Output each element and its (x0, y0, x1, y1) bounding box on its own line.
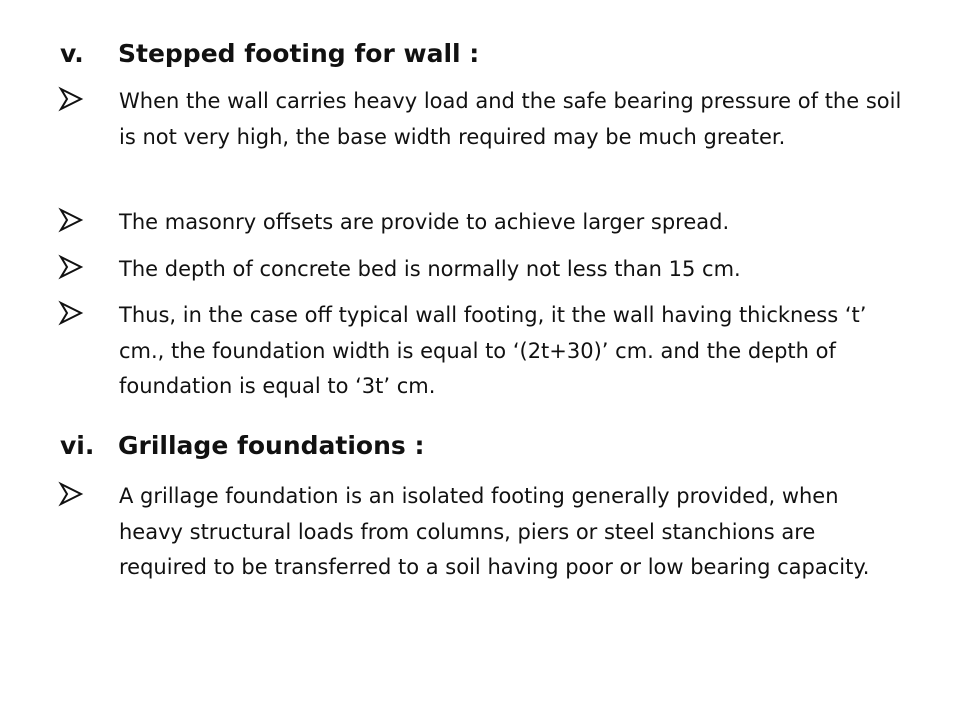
bullet-text: When the wall carries heavy load and the safe bearing pressure of the soil is not very high, the base width required may be much greater. (119, 89, 902, 149)
section-number: vi. (60, 431, 95, 460)
arrowhead-bullet-icon (58, 254, 84, 280)
bullet-text: Thus, in the case off typical wall footing, it the wall having thickness ‘t’ cm., the foundation width is equal to ‘(2t+30)’ cm. and the depth of foundation is equal to ‘3t’ cm. (119, 303, 867, 398)
bullet-text: A grillage foundation is an isolated footing generally provided, when heavy structural loads from columns, piers or steel stanchions are required to be transferred to a soil having poor or low bearing capacity. (119, 484, 870, 579)
section-title: Stepped footing for wall : (118, 39, 480, 68)
bullet-item (58, 252, 918, 288)
bullet-text: The masonry offsets are provide to achieve larger spread. (119, 210, 730, 234)
bullet-item (58, 205, 918, 241)
bullet-text: The depth of concrete bed is normally not less than 15 cm. (119, 257, 741, 281)
arrowhead-bullet-icon (58, 86, 84, 112)
bullet-item (58, 298, 918, 405)
arrowhead-bullet-icon (58, 207, 84, 233)
arrowhead-bullet-icon (58, 481, 84, 507)
section-heading-stepped-footing (60, 38, 920, 70)
arrowhead-bullet-icon (58, 300, 84, 326)
section-title: Grillage foundations : (118, 431, 425, 460)
bullet-item (58, 84, 918, 155)
section-heading-grillage-foundations (60, 430, 920, 462)
section-number: v. (60, 39, 84, 68)
bullet-item (58, 479, 918, 586)
